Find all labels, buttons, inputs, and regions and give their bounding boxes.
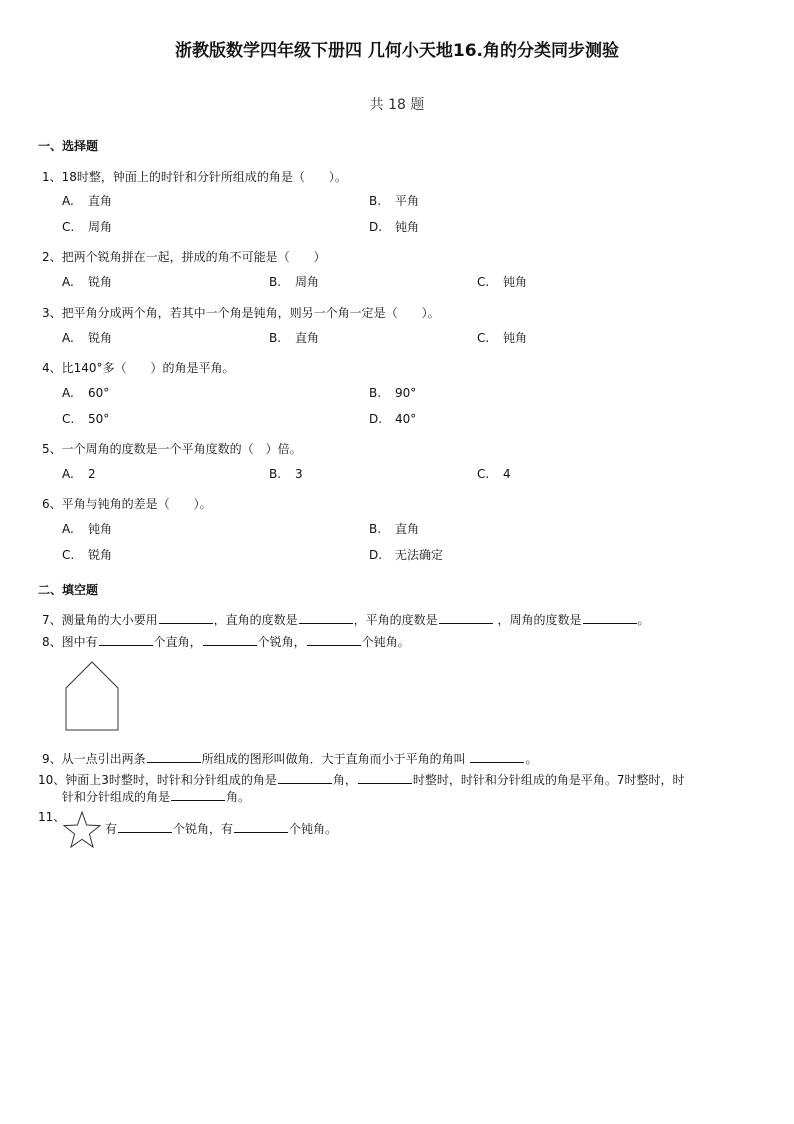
answer-blank[interactable] — [358, 772, 412, 784]
question-5-option-b[interactable]: B. 3 — [269, 467, 303, 481]
answer-blank[interactable] — [439, 612, 493, 624]
question-5-option-c[interactable]: C. 4 — [477, 467, 511, 481]
document-title: 浙教版数学四年级下册四 几何小天地16.角的分类同步测验 — [174, 41, 620, 61]
question-2-option-b[interactable]: B. 周角 — [269, 275, 320, 289]
question-2-option-a[interactable]: A. 锐角 — [62, 275, 113, 289]
answer-blank[interactable] — [99, 634, 153, 646]
question-3-option-b[interactable]: B. 直角 — [269, 331, 320, 345]
question-4-option-d[interactable]: D. 40° — [369, 412, 417, 426]
question-count: 共 18 题 — [369, 97, 425, 113]
question-3-option-c[interactable]: C. 钝角 — [477, 331, 528, 345]
question-9: 9、从一点引出两条 所组成的图形叫做角．大于直角而小于平角的角叫 。 — [42, 752, 538, 766]
question-6-option-b[interactable]: B. 直角 — [369, 522, 420, 536]
question-3-stem: 3、把平角分成两个角，若其中一个角是钝角，则另一个角一定是（ ）。 — [42, 306, 440, 320]
answer-blank[interactable] — [147, 751, 201, 763]
question-7: 7、测量角的大小要用 ，直角的度数是 ，平角的度数是 ，周角的度数是 。 — [42, 613, 650, 627]
answer-blank[interactable] — [171, 789, 225, 801]
answer-blank[interactable] — [307, 634, 361, 646]
question-1-option-a[interactable]: A. 直角 — [62, 194, 113, 208]
question-4-option-a[interactable]: A. 60° — [62, 386, 110, 400]
question-1-option-c[interactable]: C. 周角 — [62, 220, 113, 234]
question-10-line-1: 10、钟面上3时整时，时针和分针组成的角是 角， 时整时，时针和分针组成的角是平角。7时整时，时 — [38, 773, 685, 787]
pentagon-figure — [60, 656, 126, 736]
answer-blank[interactable] — [234, 821, 288, 833]
answer-blank[interactable] — [203, 634, 257, 646]
question-11-number: 11、 — [38, 810, 66, 824]
star-figure — [62, 810, 102, 850]
question-1-option-d[interactable]: D. 钝角 — [369, 220, 420, 234]
question-6-option-a[interactable]: A. 钝角 — [62, 522, 113, 536]
question-6-option-c[interactable]: C. 锐角 — [62, 548, 113, 562]
question-1-stem: 1、18时整，钟面上的时针和分针所组成的角是（ ）。 — [42, 170, 347, 184]
question-11: 有 个锐角，有 个钝角。 — [105, 822, 338, 836]
question-5-option-a[interactable]: A. 2 — [62, 467, 96, 481]
question-4-stem: 4、比140°多（ ）的角是平角。 — [42, 361, 235, 375]
section-choice-heading: 一、选择题 — [38, 139, 99, 153]
question-1-option-b[interactable]: B. 平角 — [369, 194, 420, 208]
question-4-option-b[interactable]: B. 90° — [369, 386, 417, 400]
question-3-option-a[interactable]: A. 锐角 — [62, 331, 113, 345]
question-8: 8、图中有 个直角， 个锐角， 个钝角。 — [42, 635, 410, 649]
answer-blank[interactable] — [118, 821, 172, 833]
question-6-option-d[interactable]: D. 无法确定 — [369, 548, 444, 562]
section-fill-heading: 二、填空题 — [38, 583, 99, 597]
question-2-stem: 2、把两个锐角拼在一起，拼成的角不可能是（ ） — [42, 250, 326, 264]
answer-blank[interactable] — [159, 612, 213, 624]
answer-blank[interactable] — [278, 772, 332, 784]
question-5-stem: 5、一个周角的度数是一个平角度数的（ ）倍。 — [42, 442, 302, 456]
question-6-stem: 6、平角与钝角的差是（ ）。 — [42, 497, 212, 511]
answer-blank[interactable] — [470, 751, 524, 763]
answer-blank[interactable] — [583, 612, 637, 624]
question-10-line-2: 针和分针组成的角是 角。 — [62, 790, 251, 804]
question-2-option-c[interactable]: C. 钝角 — [477, 275, 528, 289]
question-4-option-c[interactable]: C. 50° — [62, 412, 110, 426]
answer-blank[interactable] — [299, 612, 353, 624]
